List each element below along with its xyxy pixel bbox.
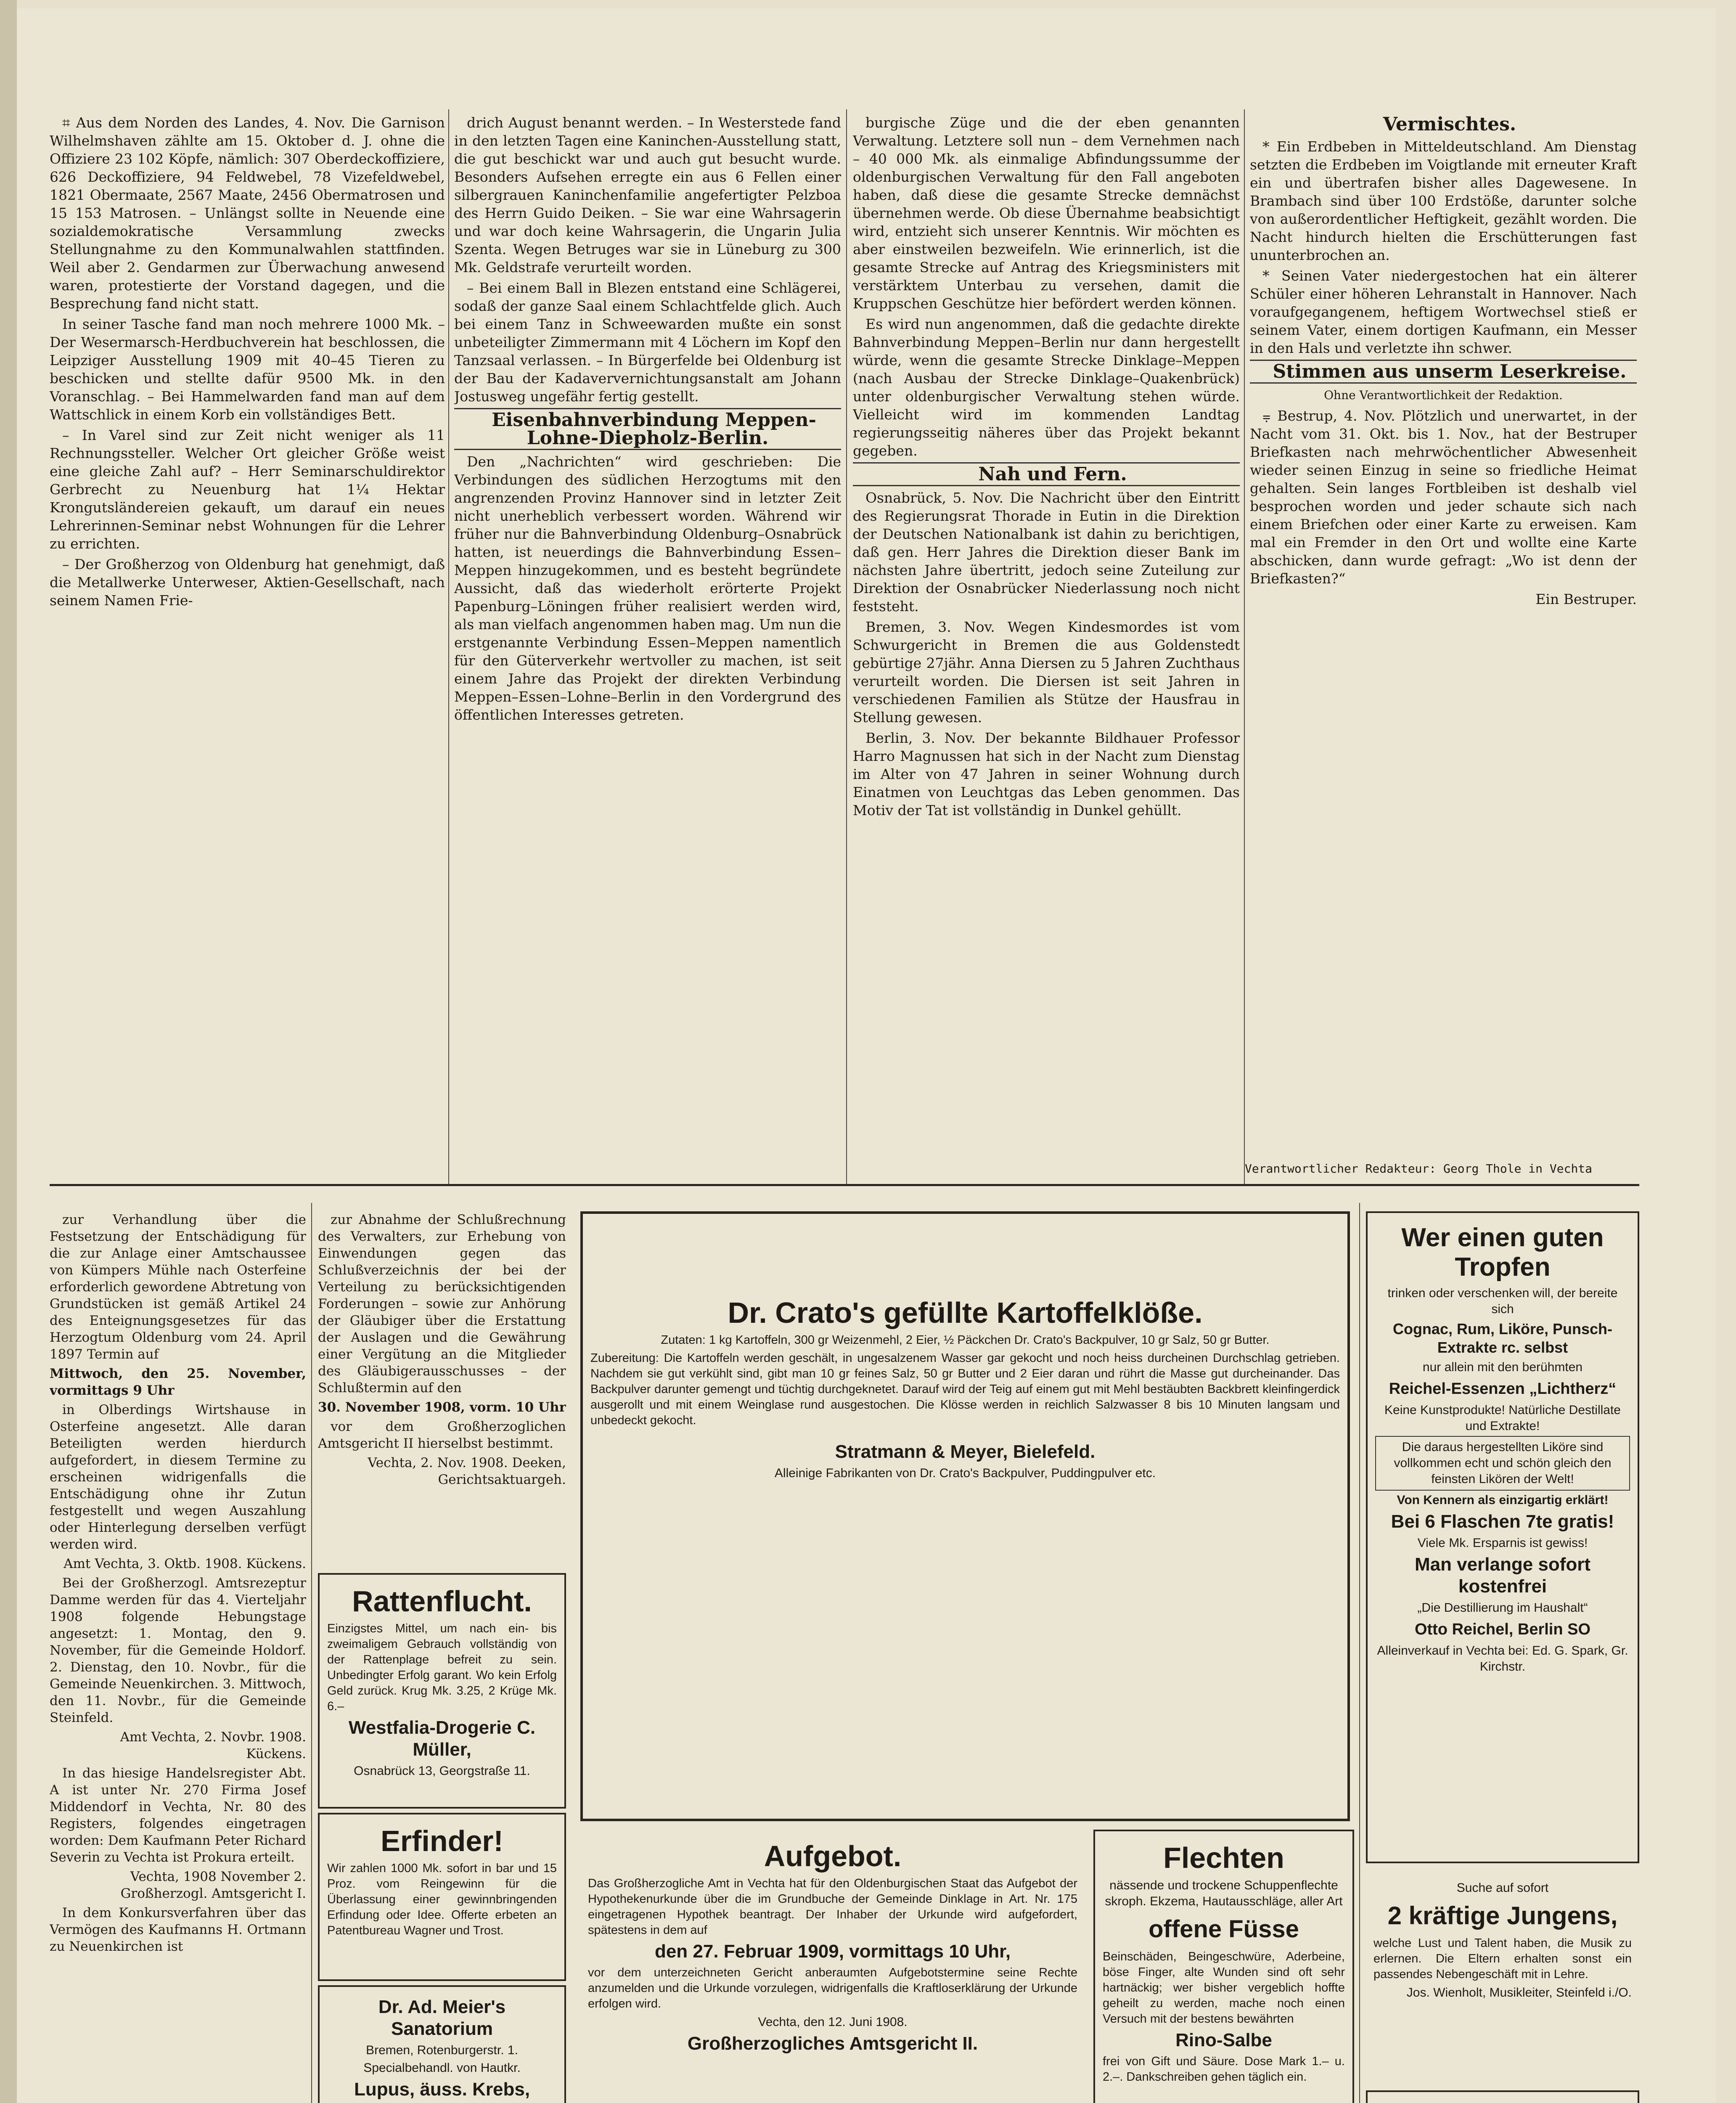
news-paragraph: drich August benannt werden. – In Westerstede fand in den letzten Tagen eine Kaninchen-Ausstellung statt, die gut beschickt war und auch gut besucht wurde. Besonders Aufsehen erregte ein aus 6 Fellen einer silbergrauen Kaninchenfamilie angefertigter Pelzboa des Herrn Guido Deiken. – Sie war eine Wahrsagerin und war doch keine Wahrsagerin, die Ungarin Julia Szenta. Wegen Betruges war sie in Lüneburg zu 300 Mk. Geldstrafe verurteilt worden. — [454, 114, 841, 275]
disclaimer: Ohne Verantwortlichkeit der Redaktion. — [1324, 388, 1563, 402]
ad-boxed-note: Die daraus hergestellten Liköre sind vollkommen echt und schön gleich den feinsten Likören der Welt! — [1375, 1436, 1630, 1491]
article-column-4 — [1250, 114, 1637, 1131]
section-heading-railway: Eisenbahnverbindung Meppen-Lohne-Diepholz-Berlin. — [454, 408, 841, 450]
column-rule — [846, 109, 847, 1186]
ad-sub: nässende und trockene Schuppenflechte skroph. Ekzema, Hautausschläge, aller Art — [1105, 1878, 1343, 1908]
news-paragraph: burgische Züge und die der eben genannten Verwaltung. Letztere soll nun – dem Vernehmen nach – 40 000 Mk. als einmalige Abfindungssumme der oldenburgischen Verwaltung für den Fall angeboten haben, daß diese die gesamte Strecke demnächst übernehmen werde. Ob diese Übernahme beabsichtigt wird, entzieht sich unserer Kenntnis. Wir möchten es aber einstweilen bezweifeln. Wie erinnerlich, ist die gesamte Strecke auf Antrag des Kriegsministers mit verstärktem Unterbau zu versehen, damit die Kruppschen Geschütze hier befördert werden können. — [853, 114, 1240, 312]
ad-text: Wir zahlen 1000 Mk. sofort in bar und 15 Proz. vom Reingewinn für die Überlassung einer gewinnbringenden Erfindung oder Idee. Offerte erbeten an Patentbureau Wagner und Trost. — [327, 1862, 557, 1937]
ad-reichel — [1366, 1211, 1639, 1863]
ad-text: welche Lust und Talent haben, die Musik zu erlernen. Die Eltern erhalten sonst ein passendes Nebengeschäft mit in Lehre. — [1373, 1936, 1632, 1981]
notices-column-2 — [318, 1211, 566, 1569]
ad-jungens — [1366, 1872, 1639, 2082]
notice-paragraph: vor dem Großherzoglichen Amtsgericht II hierselbst bestimmt. — [318, 1419, 566, 1451]
ad-title: Wer einen guten Tropfen — [1401, 1223, 1604, 1282]
ad-firm: Stratmann & Meyer, Bielefeld. — [835, 1441, 1096, 1462]
notice-paragraph: zur Abnahme der Schlußrechnung des Verwalters, zur Erhebung von Einwendungen gegen das Schlußverzeichnis der bei der Verteilung zu berücksichtigenden Forderungen – sowie zur Anhörung der Gläubiger über die Erstattung der Auslagen und die Gewährung einer Vergütung an die Mitglieder des Gläubigerausschusses – der Schlußtermin auf den — [318, 1212, 566, 1396]
ad-signature: Vechta, den 12. Juni 1908. — [758, 2015, 908, 2029]
section-heading-leserkreise: Stimmen aus unserm Leserkreise. — [1250, 360, 1637, 384]
news-berlin: Berlin, 3. Nov. Der bekannte Bildhauer Professor Harro Magnussen hat sich in der Nacht zum Dienstag im Alter von 47 Jahren in seiner Wohnung durch Einatmen von Leuchtgas das Leben genommen. Das Motiv der Tat ist vollständig in Dunkel gehüllt. — [853, 730, 1240, 818]
imprint-line: Verantwortlicher Redakteur: Georg Thole in Vechta — [1245, 1162, 1593, 1176]
ad-text: Suche auf sofort — [1456, 1881, 1549, 1895]
section-divider — [50, 1184, 1639, 1186]
ad-text: frei von Gift und Säure. Dose Mark 1.– u. 2.–. Dankschreiben gehen täglich ein. — [1103, 2055, 1345, 2084]
ad-title: Dr. Ad. Meier's Sanatorium — [378, 1997, 506, 2039]
notice-date: Mittwoch, den 25. November, vormittags 9 Uhr — [50, 1366, 306, 1398]
notice-signature: Amt Vechta, 2. Novbr. 1908. Kückens. — [120, 1730, 306, 1761]
ad-highlight: offene Füsse — [1149, 1915, 1299, 1943]
ad-title: Dr. Crato's gefüllte Kartoffelklöße. — [728, 1296, 1203, 1329]
ad-sanatorium — [318, 1985, 566, 2103]
ad-crato — [580, 1211, 1350, 1821]
ad-specialty: Specialbehandl. von Hautkr. — [363, 2061, 521, 2075]
ad-title: Flechten — [1163, 1841, 1284, 1874]
ad-text: Beinschäden, Beingeschwüre, Aderbeine, böse Finger, alte Wunden sind oft sehr hartnäckig; wer bisher vergeblich hoffte geheilt zu werden, mache noch einen Versuch mit der bestens bewährten — [1103, 1950, 1345, 2026]
ad-line: Keine Kunstprodukte! Natürliche Destillate und Extrakte! — [1384, 1403, 1621, 1433]
ad-offer: Bei 6 Flaschen 7te gratis! — [1391, 1511, 1614, 1532]
article-column-2 — [454, 114, 841, 1173]
column-rule — [1359, 1203, 1360, 2103]
ad-date: den 27. Februar 1909, vormittags 10 Uhr, — [654, 1941, 1011, 1962]
ad-signature: Jos. Wienholt, Musikleiter, Steinfeld i./O. — [1406, 1986, 1632, 2000]
ad-address: Osnabrück 13, Georgstraße 11. — [354, 1764, 530, 1778]
ad-book: „Die Destillierung im Haushalt“ — [1417, 1601, 1588, 1615]
column-rule — [1244, 109, 1245, 1186]
ad-title: Erfinder! — [381, 1825, 503, 1857]
ad-erfinder — [318, 1813, 566, 1981]
ad-line: Viele Mk. Ersparnis ist gewiss! — [1417, 1536, 1588, 1550]
section-heading-vermischtes: Vermischtes. — [1383, 114, 1516, 135]
ad-rattenflucht — [318, 1573, 566, 1809]
ad-note: Alleinige Fabrikanten von Dr. Crato's Backpulver, Puddingpulver etc. — [774, 1466, 1156, 1480]
ad-title: Rattenflucht. — [352, 1585, 532, 1618]
ad-praise: Von Kennern als einzigartig erklärt! — [1397, 1493, 1609, 1507]
railway-article: Den „Nachrichten“ wird geschrieben: Die Verbindungen des südlichen Herzogtums mit den angrenzenden Provinz Hannover sind in letzter Zeit nicht unerheblich verbessert worden. Während wir früher nur die Bahnverbindung Oldenburg–Osnabrück hatten, ist neuerdings die Bahnverbindung Essen–Meppen hinzugekommen, und es besteht begründete Aussicht, daß das wiederholt erörterte Projekt Papenburg–Löningen früher realisiert werden wird, als man vielfach angenommen haben mag. Um nun die erstgenannte Verbindung Essen–Meppen namentlich für den Güterverkehr wertvoller zu machen, ist seit einem Jahre das Projekt der direkten Verbindung Meppen–Essen–Lohne–Berlin in den Vordergrund des öffentlichen Interesses getreten. — [454, 453, 841, 723]
ad-free: Man verlange sofort kostenfrei — [1414, 1554, 1591, 1597]
notice-date: 30. November 1908, vorm. 10 Uhr — [318, 1400, 566, 1415]
letter-bestrup: ⩦ Bestrup, 4. Nov. Plötzlich und unerwartet, in der Nacht vom 31. Okt. bis 1. Nov., hat der Bestruper Briefkasten nach mehrwöchentlicher Abwesenheit wieder seinen Einzug in seine so friedliche Heimat gehalten. Sein langes Fortbleiben ist deshalb viel besprochen worden und jeder schaute sich nach einem Briefchen oder einer Karte zu erweisen. Kam mal ein Fremder in den Ort und wollte eine Karte abschicken, dann wurde gefragt: „Wo ist denn der Briefkasten?“ — [1250, 408, 1637, 587]
notice-paragraph: In dem Konkursverfahren über das Vermögen des Kaufmanns H. Ortmann zu Neuenkirchen ist — [50, 1905, 306, 1954]
article-column-1 — [50, 114, 445, 1140]
ad-city: Bremen, Rotenburgerstr. 1. — [366, 2043, 518, 2057]
section-heading-nah-fern: Nah und Fern. — [853, 462, 1240, 486]
ad-text: Einzigstes Mittel, um nach ein- bis zweimaligem Gebrauch vollständig von der Rattenplage befreit zu sein. Unbedingter Erfolg garant. Wo kein Erfolg Geld zurück. Krug Mk. 3.25, 2 Krüge Mk. 6.– — [327, 1622, 557, 1713]
ad-line: trinken oder verschenken will, der bereite sich — [1387, 1286, 1618, 1316]
ad-shop: Westfalia-Drogerie C. Müller, — [348, 1717, 536, 1760]
ad-court: Großherzogliches Amtsgericht II. — [687, 2033, 978, 2054]
ad-text: Zubereitung: Die Kartoffeln werden geschält, in ungesalzenem Wasser gar gekocht und noch heiss durcheinen Durchschlag getrieben. Nachdem sie gut verkühlt sind, gibt man 10 gr feines Salz, 50 gr Butter und 2 Eier daran und rührt die Masse gut durcheinander. Das Backpulver darunter gemengt und tüchtig durchgeknetet. Darauf wird der Teig auf einem gut mit Mehl bestäubten Backbrett kleinfingerdick ausgerollt und mit einem Weinglase rund ausgestochen. Die Klösse werden in reichlich Salzwasser 8 bis 10 Minuten langsam und unbedeckt gekocht. — [590, 1351, 1340, 1427]
news-osnabrueck: Osnabrück, 5. Nov. Die Nachricht über den Eintritt des Regierungsrat Thorade in Eutin in die Direktion der Deutschen Nationalbank ist dahin zu berichtigen, daß gen. Herr Jahres die Direktion dieser Bank im nächsten Jahre übertritt, jedoch seine Zuteilung zur Direktion der Osnabrücker Niederlassung noch nicht feststeht. — [853, 490, 1240, 614]
ad-aufgebot — [580, 1830, 1085, 2103]
column-rule — [311, 1203, 312, 2103]
ad-flechten — [1093, 1830, 1354, 2103]
news-paragraph: – Der Großherzog von Oldenburg hat genehmigt, daß die Metallwerke Unterweser, Aktien-Gesellschaft, nach seinem Namen Frie- — [50, 556, 445, 609]
news-paragraph: Es wird nun angenommen, daß die gedachte direkte Bahnverbindung Meppen–Berlin nur dann hergestellt würde, wenn die gesamte Strecke Dinklage–Meppen (nach Ausbau der Strecke Dinklage–Quakenbrück) unter oldenburgischer Verwaltung stehen würde. Vielleicht wird im kommenden Landtag regierungsseitig näheres über das Projekt bekannt gegeben. — [853, 316, 1240, 459]
ad-firm: Otto Reichel, Berlin SO — [1414, 1621, 1591, 1638]
news-hannover: * Seinen Vater niedergestochen hat ein älterer Schüler einer höheren Lehranstalt in Hannover. Nach voraufgegangenem, heftigem Wortwechsel stieß er seinem Vater, einem dortigen Kaufmann, ein Messer in den Hals und verletzte ihn schwer. — [1250, 268, 1637, 356]
news-earthquake: * Ein Erdbeben in Mitteldeutschland. Am Dienstag setzten die Erdbeben im Voigtlande mit erneuter Kraft ein und übertrafen bisher alles Dagewesene. In Brambach sind über 100 Erdstöße, darunter solche von außerordentlicher Heftigkeit, gezählt worden. Die Nacht hindurch hielten die Erschütterungen fast ununterbrochen an. — [1250, 138, 1637, 263]
ad-ingredients: Zutaten: 1 kg Kartoffeln, 300 gr Weizenmehl, 2 Eier, ½ Päckchen Dr. Crato's Backpulver, 10 gr Salz, 50 gr Butter. — [661, 1333, 1270, 1347]
ad-product: Rino-Salbe — [1175, 2030, 1272, 2050]
notice-signature: Vechta, 1908 November 2. Großherzogl. Amtsgericht I. — [120, 1869, 306, 1901]
news-bremen: Bremen, 3. Nov. Wegen Kindesmordes ist vom Schwurgericht in Bremen die aus Goldenstedt gebürtige 27jähr. Anna Diersen zu 5 Jahren Zuchthaus verurteilt worden. Die Diersen ist seit Jahren in verschiedenen Familien als Stütze der Hausfrau in Stellung gewesen. — [853, 619, 1240, 726]
ad-text: vor dem unterzeichneten Gericht anberaumten Aufgebotstermine seine Rechte anzumelden und die Urkunde vorzulegen, widrigenfalls die Kraftloserklärung der Urkunde erfolgen wird. — [588, 1966, 1077, 2010]
ad-title: Aufgebot. — [764, 1840, 902, 1873]
notice-signature: Vechta, 2. Nov. 1908. Deeken, Gerichtsaktuargeh. — [368, 1455, 566, 1487]
notices-column-1 — [50, 1211, 306, 2103]
notice-paragraph: In das hiesige Handelsregister Abt. A ist unter Nr. 270 Firma Josef Middendorf in Vechta, Nr. 80 des Registers, folgendes eingetragen worden: Dem Kaufmann Peter Richard Severin zu Vechta ist Prokura erteilt. — [50, 1766, 306, 1865]
page-edge — [0, 0, 17, 2103]
letter-signature: Ein Bestruper. — [1535, 591, 1637, 607]
news-paragraph: In seiner Tasche fand man noch mehrere 1000 Mk. – Der Wesermarsch-Herdbuchverein hat beschlossen, die Leipziger Ausstellung 1909 mit 40–45 Tieren zu beschicken und stellte dafür 9500 Mk. in den Voranschlag. – Bei Hammelwarden fand man auf dem Wattschlick in einem Korb ein vollständiges Bett. — [50, 316, 445, 423]
ad-highlight: Lupus, äuss. Krebs, — [354, 2079, 530, 2100]
news-north: ⌗ Aus dem Norden des Landes, 4. Nov. Die Garnison Wilhelmshaven zählte am 15. Oktober d. J. ohne die Offiziere 23 102 Köpfe, nämlich: 307 Oberdeckoffiziere, 626 Deckoffiziere, 94 Feldwebel, 78 Vizefeldwebel, 1821 Obermaate, 2567 Maate, 2456 Obermatrosen und 15 153 Matrosen. – Unlängst sollte in Neuende eine sozialdemokratische Versammlung zwecks Stellungnahme zu den Kommunalwahlen stattfinden. Weil aber 2. Gendarmen zur Überwachung anwesend waren, protestierte der Vorstand dagegen, und die Besprechung fand nicht statt. — [50, 114, 445, 312]
ad-brand: Reichel-Essenzen „Lichtherz“ — [1389, 1380, 1617, 1398]
news-paragraph: – Bei einem Ball in Blezen entstand eine Schlägerei, sodaß der ganze Saal einem Schlachtfelde glich. Auch bei einem Tanz in Schweewarden mußte ein sonst unbeteiligter Zimmermann mit 4 Löchern im Kopf den Tanzsaal verlassen. – In Bürgerfelde bei Oldenburg ist der Bau der Kadaververnichtungsanstalt am Johann Jostusweg ungefähr fertig gestellt. — [454, 280, 841, 405]
ad-opel — [1366, 2090, 1639, 2103]
notice-paragraph: Bei der Großherzogl. Amtsrezeptur Damme werden für das 4. Vierteljahr 1908 folgende Hebungstage angesetzt: 1. Montag, den 9. November, für die Gemeinde Holdorf. 2. Dienstag, den 10. Novbr., für die Gemeinde Neuenkirchen. 3. Mittwoch, den 11. Novbr., für die Gemeinde Steinfeld. — [50, 1576, 306, 1725]
ad-seller: Alleinverkauf in Vechta bei: Ed. G. Spark, Gr. Kirchstr. — [1377, 1644, 1628, 1674]
article-column-3 — [853, 114, 1240, 1173]
ad-title: 2 kräftige Jungens, — [1387, 1902, 1618, 1930]
ad-line: Cognac, Rum, Liköre, Punsch-Extrakte rc. selbst — [1392, 1320, 1613, 1356]
news-paragraph: – In Varel sind zur Zeit nicht weniger als 11 Rechnungssteller. Welcher Ort gleicher Größe weist eine gleiche Zahl auf? – Herr Seminarschuldirektor Gerbrecht zu Neuenburg hat 1¼ Hektar Krongutsländereien gekauft, um darauf ein neues Lehrerinnen-Seminar nebst Wohnungen für die Lehrer zu errichten. — [50, 427, 445, 552]
column-rule — [448, 109, 449, 1186]
notice-signature: Amt Vechta, 3. Oktb. 1908. Kückens. — [64, 1556, 306, 1571]
notice-paragraph: zur Verhandlung über die Festsetzung der Entschädigung für die zur Anlage einer Amtschaussee von Kümpers Mühle nach Osterfeine erforderlich gewordene Abtretung von Grundstücken ist gemäß Artikel 24 des Enteignungsgesetzes für das Herzogtum Oldenburg vom 24. April 1897 Termin auf — [50, 1212, 306, 1362]
ad-line: nur allein mit den berühmten — [1422, 1360, 1583, 1374]
ad-text: Das Großherzogliche Amt in Vechta hat für den Oldenburgischen Staat das Aufgebot der Hypothekenurkunde über die im Grundbuche der Gemeinde Dinklage in Art. Nr. 175 eingetragenen Hypothek beantragt. Der Inhaber der Urkunde wird aufgefordert, spätestens in dem auf — [588, 1877, 1077, 1937]
notice-paragraph: in Olberdings Wirtshause in Osterfeine angesetzt. Alle daran Beteiligten werden hierdurch aufgefordert, in diesem Termine zu erscheinen widrigenfalls die Entschädigung ohne ihr Zutun festgestellt und wegen Auszahlung oder Hinterlegung derselben verfügt werden wird. — [50, 1402, 306, 1552]
